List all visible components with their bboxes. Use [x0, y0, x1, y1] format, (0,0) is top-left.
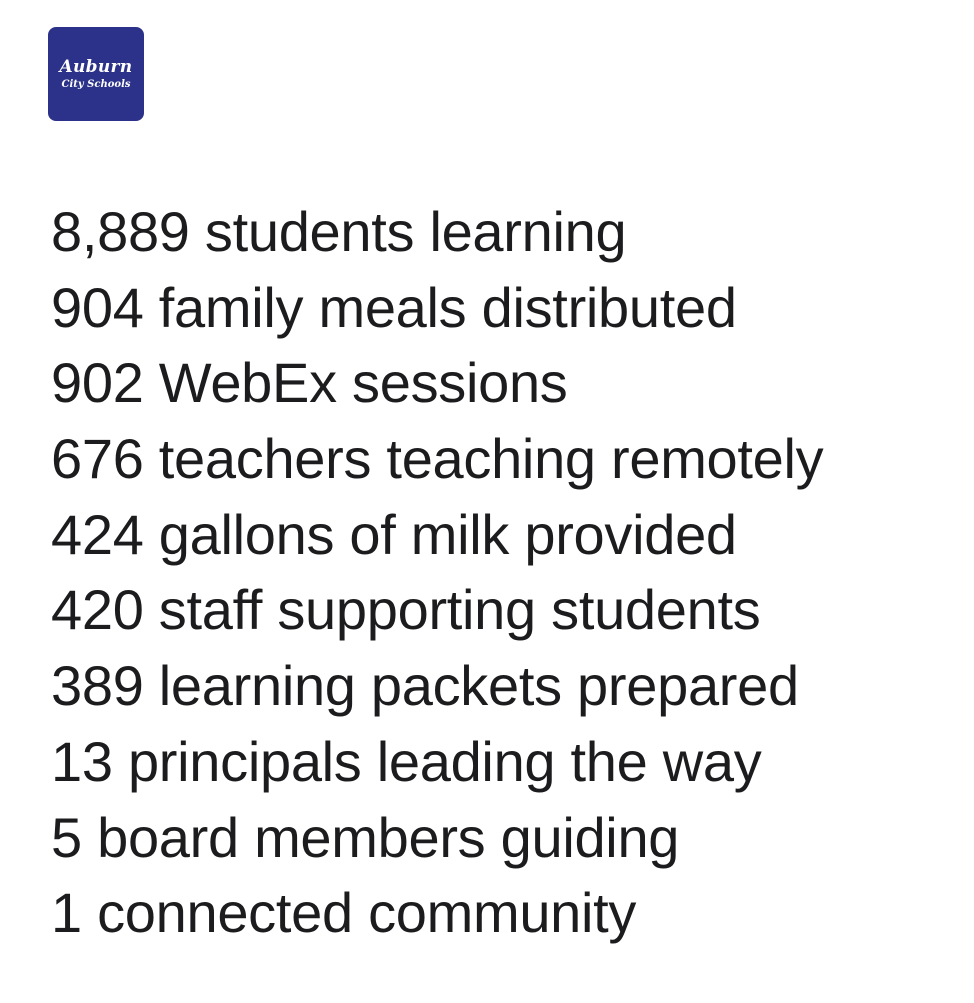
- stats-list: [51, 194, 823, 951]
- stat-gallons-milk: 424 gallons of milk provided: [51, 502, 737, 566]
- stat-staff-supporting: 420 staff supporting students: [51, 578, 761, 642]
- logo-line-auburn: Auburn: [59, 56, 133, 77]
- auburn-city-schools-logo: [48, 27, 144, 121]
- stat-teachers-remote: 676 teachers teaching remotely: [51, 427, 824, 491]
- stat-students-learning: 8,889 students learning: [51, 200, 627, 263]
- logo-line-city-schools: City Schools: [61, 78, 131, 90]
- stat-family-meals: 904 family meals distributed: [51, 275, 737, 339]
- stat-webex-sessions: 902 WebEx sessions: [51, 351, 568, 415]
- stat-principals: 13 principals leading the way: [51, 729, 762, 793]
- stat-learning-packets: 389 learning packets prepared: [51, 654, 799, 718]
- stat-board-members: 5 board members guiding: [51, 805, 680, 869]
- stat-connected-community: 1 connected community: [51, 881, 637, 945]
